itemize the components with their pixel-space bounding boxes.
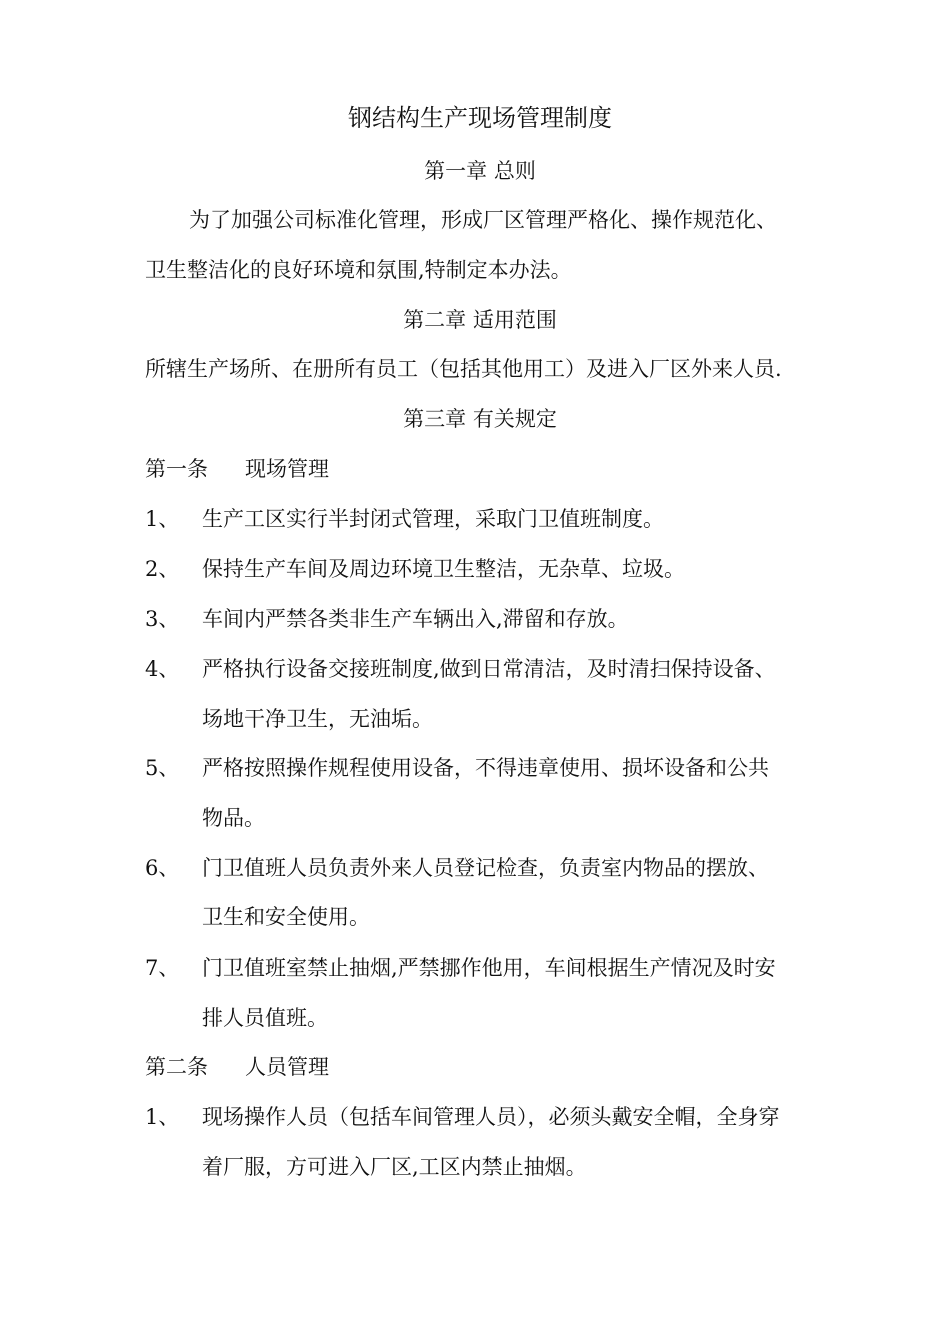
article-2-label: 第二条 <box>145 1055 208 1079</box>
chapter-heading-1: 第一章 总则 <box>424 159 536 183</box>
list-item-number: 7、 <box>145 956 180 980</box>
list-item-number: 2、 <box>145 557 180 581</box>
scope-paragraph: 所辖生产场所、在册所有员工（包括其他用工）及进入厂区外来人员. <box>145 357 782 381</box>
list-item <box>145 554 815 584</box>
list-item-text: 保持生产车间及周边环境卫生整洁，无杂草、垃圾。 <box>202 557 685 581</box>
article-1-label: 第一条 <box>145 457 208 481</box>
article-1-heading <box>145 454 815 484</box>
list-item-number: 3、 <box>145 607 180 631</box>
chapter-heading-3: 第三章 有关规定 <box>403 407 557 431</box>
list-item-continuation: 物品。 <box>202 806 265 830</box>
document-title: 钢结构生产现场管理制度 <box>348 104 612 132</box>
list-item-continuation: 着厂服，方可进入厂区,工区内禁止抽烟。 <box>202 1155 587 1179</box>
list-item <box>145 753 815 783</box>
list-item-number: 4、 <box>145 657 180 681</box>
list-item-number: 6、 <box>145 856 180 880</box>
list-item-text: 严格按照操作规程使用设备，不得违章使用、损坏设备和公共 <box>202 756 769 780</box>
list-item <box>145 604 815 634</box>
list-item-text: 车间内严禁各类非生产车辆出入,滞留和存放。 <box>202 607 629 631</box>
intro-paragraph-line-1: 为了加强公司标准化管理，形成厂区管理严格化、操作规范化、 <box>189 208 777 232</box>
list-item <box>145 1102 815 1132</box>
article-2-heading <box>145 1052 815 1082</box>
article-2-title: 人员管理 <box>245 1055 329 1079</box>
chapter-heading-2: 第二章 适用范围 <box>403 308 557 332</box>
list-item <box>145 853 815 883</box>
list-item <box>145 504 815 534</box>
list-item-text: 门卫值班室禁止抽烟,严禁挪作他用，车间根据生产情况及时安 <box>202 956 776 980</box>
article-1-title: 现场管理 <box>245 457 329 481</box>
list-item-continuation: 卫生和安全使用。 <box>202 905 370 929</box>
list-item-number: 1、 <box>145 1105 180 1129</box>
list-item-text: 生产工区实行半封闭式管理，采取门卫值班制度。 <box>202 507 664 531</box>
list-item-number: 1、 <box>145 507 180 531</box>
list-item-text: 现场操作人员（包括车间管理人员），必须头戴安全帽，全身穿 <box>202 1105 780 1129</box>
list-item-continuation: 场地干净卫生，无油垢。 <box>202 707 433 731</box>
intro-paragraph-line-2: 卫生整洁化的良好环境和氛围,特制定本办法。 <box>145 258 572 282</box>
list-item <box>145 953 815 983</box>
list-item-number: 5、 <box>145 756 180 780</box>
list-item <box>145 654 815 684</box>
list-item-continuation: 排人员值班。 <box>202 1006 328 1030</box>
list-item-text: 严格执行设备交接班制度,做到日常清洁，及时清扫保持设备、 <box>202 657 776 681</box>
list-item-text: 门卫值班人员负责外来人员登记检查，负责室内物品的摆放、 <box>202 856 769 880</box>
